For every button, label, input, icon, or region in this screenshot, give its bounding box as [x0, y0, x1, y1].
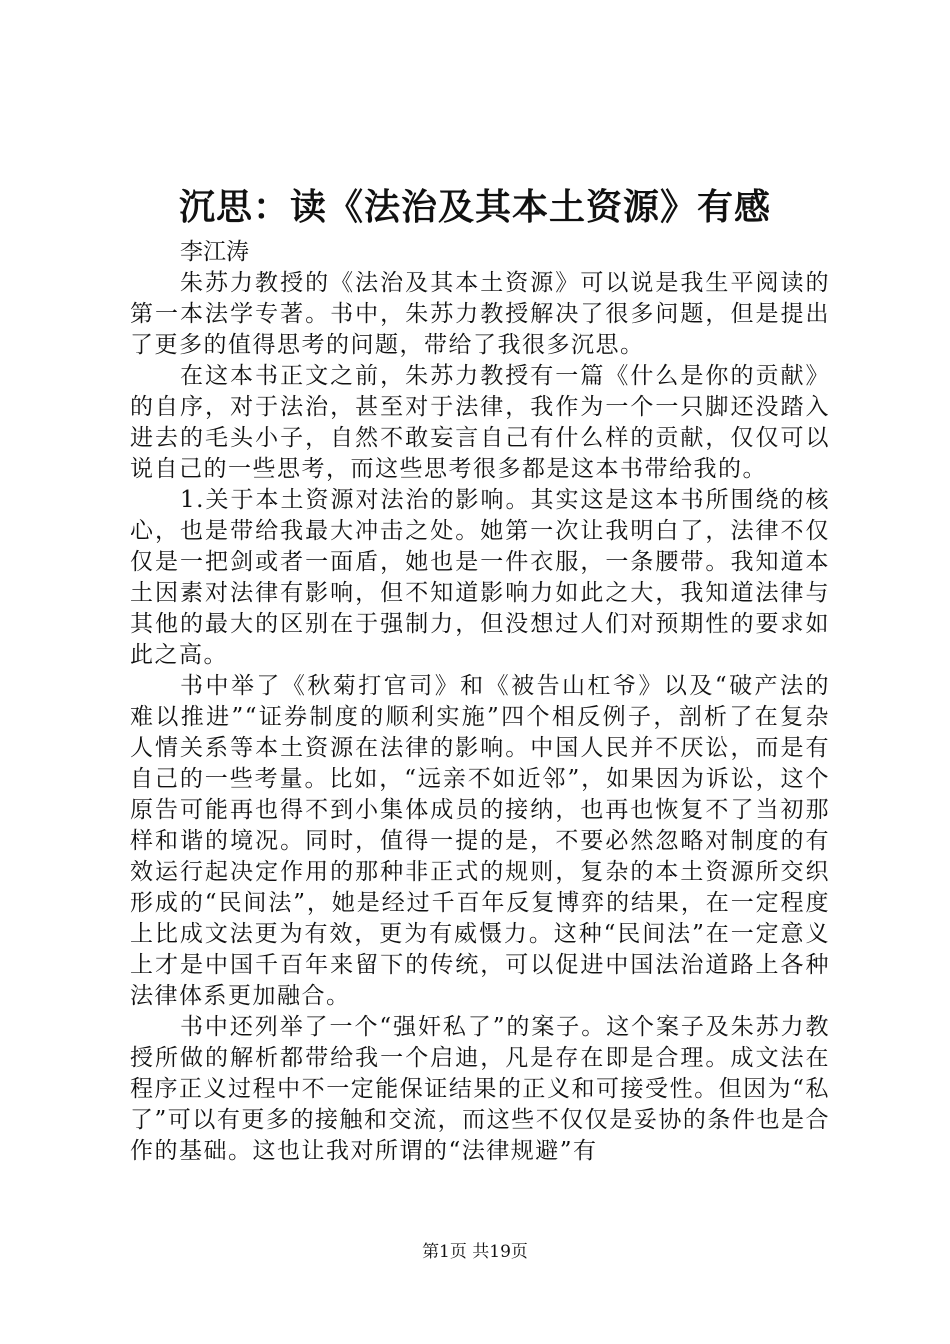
- paragraph-examples: 书中举了《秋菊打官司》和《被告山杠爷》以及“破产法的难以推进”“证券制度的顺利实施”四个相反例子，剖析了在复杂人情关系等本土资源在法律的影响。中国人民并不厌讼，而是有自己的一些考量。比如，“远亲不如近邻”，如果因为诉讼，这个原告可能再也得不到小集体成员的接纳，也再也恢复不了当初那样和谐的境况。同时，值得一提的是，不要必然忽略对制度的有效运行起决定作用的那种非正式的规则，复杂的本土资源所交织形成的“民间法”，她是经过千百年反复博弈的结果，在一定程度上比成文法更为有效，更为有威慑力。这种“民间法”在一定意义上才是中国千百年来留下的传统，可以促进中国法治道路上各种法律体系更加融合。: [130, 673, 830, 1009]
- document-body: [130, 236, 830, 1167]
- paragraph-intro: 朱苏力教授的《法治及其本土资源》可以说是我生平阅读的第一本法学专著。书中，朱苏力教授解决了很多问题，但是提出了更多的值得思考的问题，带给了我很多沉思。: [130, 270, 830, 358]
- paragraph-section-1: 1.关于本土资源对法治的影响。其实这是这本书所围绕的核心，也是带给我最大冲击之处。她第一次让我明白了，法律不仅仅是一把剑或者一面盾，她也是一件衣服，一条腰带。我知道本土因素对法律有影响，但不知道影响力如此之大，我知道法律与其他的最大的区别在于强制力，但没想过人们对预期性的要求如此之高。: [130, 487, 830, 668]
- paragraph-case: 书中还列举了一个“强奸私了”的案子。这个案子及朱苏力教授所做的解析都带给我一个启迪，凡是存在即是合理。成文法在程序正义过程中不一定能保证结果的正义和可接受性。但因为“私了”可以有更多的接触和交流，而这些不仅仅是妥协的条件也是合作的基础。这也让我对所谓的“法律规避”有: [130, 1014, 830, 1164]
- paragraph-preface: 在这本书正文之前，朱苏力教授有一篇《什么是你的贡献》的自序，对于法治，甚至对于法律，我作为一个一只脚还没踏入进去的毛头小子，自然不敢妄言自己有什么样的贡献，仅仅可以说自己的一些思考，而这些思考很多都是这本书带给我的。: [130, 363, 830, 482]
- page-number-footer: 第1页 共19页: [422, 1242, 528, 1262]
- document-title: 沉思：读《法治及其本土资源》有感: [178, 186, 771, 228]
- author-name: 李江涛: [180, 239, 249, 265]
